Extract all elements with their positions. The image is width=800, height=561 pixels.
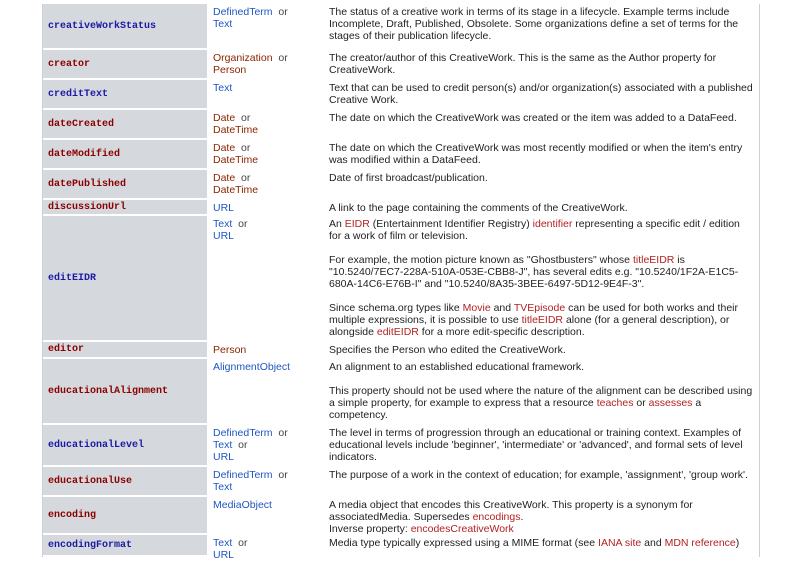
description-text: This property should not be used where the nature of the alignment can be described using a simple property, for example to express that a resource teaches or assesses a competency. bbox=[329, 385, 753, 421]
property-name-cell bbox=[43, 467, 207, 495]
expected-type-cell bbox=[207, 200, 329, 214]
property-row bbox=[43, 359, 759, 425]
property-name-cell bbox=[43, 80, 207, 108]
description-cell bbox=[329, 80, 759, 108]
description-cell bbox=[329, 4, 759, 48]
or-text: or bbox=[278, 52, 288, 64]
type-link[interactable]: Date bbox=[213, 142, 236, 154]
property-row bbox=[43, 170, 759, 200]
or-text: or bbox=[278, 427, 288, 439]
desc-link[interactable]: MDN reference bbox=[664, 537, 736, 549]
expected-type-cell bbox=[207, 342, 329, 357]
description-text: An EIDR (Entertainment Identifier Registry) identifier representing a specific edit / edition for a work of film or television. bbox=[329, 218, 740, 242]
description-cell bbox=[329, 425, 759, 465]
property-row bbox=[43, 425, 759, 467]
type-link[interactable]: URL bbox=[213, 230, 235, 242]
expected-type-cell bbox=[207, 80, 329, 108]
property-name-cell bbox=[43, 342, 207, 357]
property-name-cell bbox=[43, 425, 207, 465]
property-link[interactable]: editor bbox=[48, 344, 85, 355]
description-text: The status of a creative work in terms of its stage in a lifecycle. Example terms include Incomplete, Draft, Published, Obsolete. Some organizations define a set of terms for the stages of their publication lifecycle. bbox=[329, 6, 739, 42]
property-name-cell bbox=[43, 497, 207, 533]
or-text: or bbox=[278, 6, 288, 18]
type-link[interactable]: Person bbox=[213, 64, 247, 76]
description-text: A link to the page containing the comments of the CreativeWork. bbox=[329, 202, 628, 214]
description-text: The date on which the CreativeWork was most recently modified or when the item's entry was modified within a DataFeed. bbox=[329, 142, 743, 166]
type-link[interactable]: DefinedTerm bbox=[213, 469, 273, 481]
property-link[interactable]: dateCreated bbox=[48, 118, 115, 130]
property-link[interactable]: educationalUse bbox=[48, 475, 133, 487]
desc-link[interactable]: encodings bbox=[472, 511, 521, 523]
description-cell bbox=[329, 467, 759, 495]
property-link[interactable]: datePublished bbox=[48, 178, 127, 190]
description-cell bbox=[329, 140, 759, 168]
desc-link[interactable]: editEIDR bbox=[376, 326, 419, 338]
or-text: or bbox=[241, 112, 251, 124]
description-text: Specifies the Person who edited the CreativeWork. bbox=[329, 344, 566, 356]
or-text: or bbox=[238, 218, 248, 230]
expected-type-cell bbox=[207, 425, 329, 465]
expected-type-cell bbox=[207, 535, 329, 561]
property-row bbox=[43, 140, 759, 170]
property-name-cell bbox=[43, 140, 207, 168]
desc-link[interactable]: TVEpisode bbox=[513, 302, 566, 314]
type-link[interactable]: DateTime bbox=[213, 154, 259, 166]
description-cell bbox=[329, 110, 759, 138]
property-link[interactable]: encodingFormat bbox=[48, 539, 133, 551]
expected-type-cell bbox=[207, 170, 329, 198]
property-link[interactable]: creditText bbox=[48, 88, 109, 100]
description-text: An alignment to an established educational framework. bbox=[329, 361, 585, 373]
property-row bbox=[43, 342, 759, 359]
type-link[interactable]: Person bbox=[213, 344, 247, 356]
property-link[interactable]: creator bbox=[48, 58, 91, 70]
expected-type-cell bbox=[207, 359, 329, 423]
property-row bbox=[43, 4, 759, 50]
desc-link[interactable]: teaches bbox=[596, 397, 634, 409]
expected-type-cell bbox=[207, 497, 329, 533]
type-link[interactable]: MediaObject bbox=[213, 499, 272, 511]
property-link[interactable]: discussionUrl bbox=[48, 201, 127, 213]
or-text: or bbox=[278, 469, 288, 481]
description-text: Text that can be used to credit person(s) and/or organization(s) associated with a published Creative Work. bbox=[329, 82, 753, 106]
property-name-cell bbox=[43, 110, 207, 138]
desc-link[interactable]: titleEIDR bbox=[632, 254, 675, 266]
property-name-cell bbox=[43, 216, 207, 340]
or-text: or bbox=[238, 537, 248, 549]
type-link[interactable]: Text bbox=[213, 82, 233, 94]
type-link[interactable]: Text bbox=[213, 218, 233, 230]
description-cell bbox=[329, 342, 759, 357]
or-text: or bbox=[241, 142, 251, 154]
property-link[interactable]: creativeWorkStatus bbox=[48, 20, 157, 32]
desc-link[interactable]: titleEIDR bbox=[521, 314, 564, 326]
property-row bbox=[43, 467, 759, 497]
type-link[interactable]: Date bbox=[213, 172, 236, 184]
description-text: For example, the motion picture known as "Ghostbusters" whose titleEIDR is "10.5240/7EC7-228A-510A-053E-CBB8-J", has several edits e.g. "10.5240/1F2A-E1C5-680A-14C6-E76B-I" and "10.5240/8A35-3BEE-6497-5D12-9E4F-3". bbox=[329, 254, 739, 290]
inverse-property-link[interactable]: encodesCreativeWork bbox=[410, 523, 514, 535]
type-link[interactable]: Date bbox=[213, 112, 236, 124]
description-text: Media type typically expressed using a MIME format (see IANA site and MDN reference) bbox=[329, 537, 740, 549]
type-link[interactable]: URL bbox=[213, 549, 235, 561]
property-link[interactable]: editEIDR bbox=[48, 272, 97, 284]
type-link[interactable]: Text bbox=[213, 481, 233, 493]
desc-link[interactable]: EIDR bbox=[344, 218, 370, 230]
property-link[interactable]: educationalLevel bbox=[48, 439, 145, 451]
expected-type-cell bbox=[207, 467, 329, 495]
type-link[interactable]: Text bbox=[213, 537, 233, 549]
description-cell bbox=[329, 170, 759, 198]
description-text: The date on which the CreativeWork was created or the item was added to a DataFeed. bbox=[329, 112, 737, 124]
property-name-cell bbox=[43, 200, 207, 214]
type-link[interactable]: DateTime bbox=[213, 184, 259, 196]
expected-type-cell bbox=[207, 50, 329, 78]
type-link[interactable]: Text bbox=[213, 439, 233, 451]
description-text: Since schema.org types like Movie and TVEpisode can be used for both works and their multiple expressions, it is possible to use titleEIDR alone (for a general description), or alongside editEIDR for a more edit-specific description. bbox=[329, 302, 738, 338]
description-text: The creator/author of this CreativeWork. This is the same as the Author property for CreativeWork. bbox=[329, 52, 717, 76]
expected-type-cell bbox=[207, 216, 329, 340]
description-text: The purpose of a work in the context of education; for example, 'assignment', 'group work'. bbox=[329, 469, 748, 481]
expected-type-cell bbox=[207, 110, 329, 138]
property-link[interactable]: educationalAlignment bbox=[48, 385, 169, 397]
description-cell bbox=[329, 359, 759, 423]
type-link[interactable]: DefinedTerm bbox=[213, 6, 273, 18]
description-text: The level in terms of progression through an educational or training context. Examples of educational levels include 'beginner', 'intermediate' or 'advanced', and formal sets of level indicators. bbox=[329, 427, 743, 463]
desc-link[interactable]: identifier bbox=[532, 218, 573, 230]
or-text: or bbox=[241, 172, 251, 184]
property-link[interactable]: encoding bbox=[48, 509, 97, 521]
property-name-cell bbox=[43, 170, 207, 198]
property-row bbox=[43, 50, 759, 80]
description-cell bbox=[329, 200, 759, 214]
property-row bbox=[43, 216, 759, 342]
property-row bbox=[43, 80, 759, 110]
type-link[interactable]: URL bbox=[213, 202, 235, 214]
expected-type-cell bbox=[207, 4, 329, 48]
type-link[interactable]: DefinedTerm bbox=[213, 427, 273, 439]
property-name-cell bbox=[43, 4, 207, 48]
property-row bbox=[43, 110, 759, 140]
description-cell bbox=[329, 50, 759, 78]
type-link[interactable]: Organization bbox=[213, 52, 273, 64]
type-link[interactable]: AlignmentObject bbox=[213, 361, 291, 373]
property-name-cell bbox=[43, 535, 207, 555]
property-name-cell bbox=[43, 50, 207, 78]
description-text: A media object that encodes this CreativeWork. This property is a synonym for associatedMedia. Supersedes encodings. Inverse property: encodesCreativeWork bbox=[329, 499, 693, 535]
or-text: or bbox=[238, 439, 248, 451]
property-row bbox=[43, 497, 759, 535]
description-text: Date of first broadcast/publication. bbox=[329, 172, 488, 184]
description-cell bbox=[329, 216, 759, 340]
type-link[interactable]: DateTime bbox=[213, 124, 259, 136]
property-link[interactable]: dateModified bbox=[48, 148, 121, 160]
desc-link[interactable]: Movie bbox=[462, 302, 491, 314]
description-cell bbox=[329, 535, 759, 555]
property-name-cell bbox=[43, 359, 207, 423]
property-row bbox=[43, 200, 759, 216]
properties-table bbox=[42, 4, 760, 561]
desc-link[interactable]: assesses bbox=[648, 397, 693, 409]
type-link[interactable]: Text bbox=[213, 18, 233, 30]
expected-type-cell bbox=[207, 140, 329, 168]
type-link[interactable]: URL bbox=[213, 451, 235, 463]
desc-link[interactable]: IANA site bbox=[598, 537, 642, 549]
description-cell bbox=[329, 497, 759, 533]
property-row bbox=[43, 535, 759, 561]
